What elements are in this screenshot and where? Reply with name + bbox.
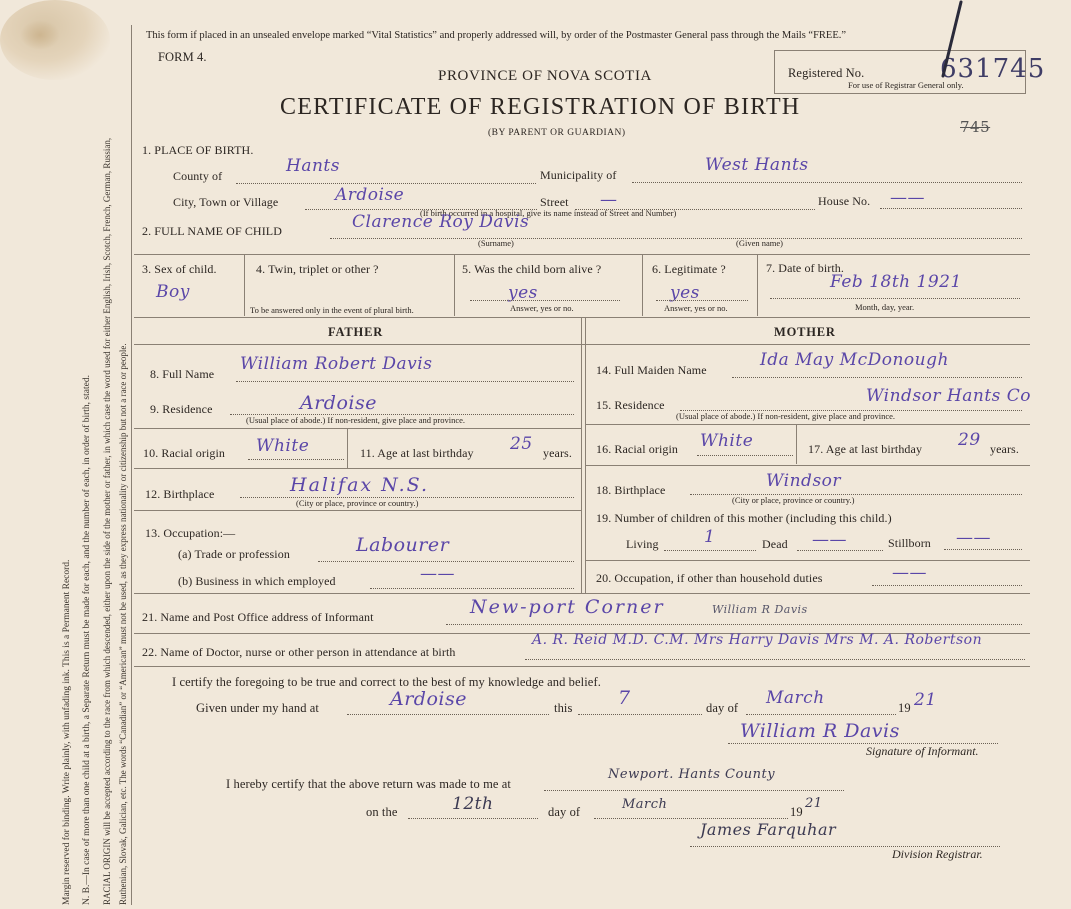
mother-birthplace-note: (City or place, province or country.) [732,495,855,505]
stillborn-label: Stillborn [888,536,931,550]
registrar-day-value: 12th [452,794,494,814]
father-birthplace-note: (City or place, province or country.) [296,498,419,508]
legitimate-label: 6. Legitimate ? [652,262,726,276]
child-name-line [330,238,1022,239]
registrar-day-line [408,818,538,819]
registered-number: 631745 [940,54,1046,84]
date-of-birth-value: Feb 18th 1921 [830,272,962,292]
registrar-signature: James Farquhar [700,820,837,839]
county-label: County of [173,169,223,183]
stillborn-line [944,549,1022,550]
father-birthplace-label: 12. Birthplace [145,487,215,501]
father-trade-line [318,561,574,562]
doctor-label: 22. Name of Doctor, nurse or other person in attendance at birth [142,645,456,659]
certification-statement: I certify the foregoing to be true and correct to the best of my knowledge and belief. [172,675,601,689]
mother-residence-note: (Usual place of abode.) If non-resident, give place and province. [676,411,896,421]
living-label: Living [626,537,659,551]
city-label: City, Town or Village [173,195,279,209]
father-age-label: 11. Age at last birthday [360,446,474,460]
sidebar-racial-origin-note: RACIAL ORIGIN will be accepted according to the race from which descended, either upon the side of the mother or father, in which case the word used for either English, Irish, Scotch, French, German, Russian, [102,137,112,905]
mother-racial-value: White [700,431,754,451]
municipality-label: Municipality of [540,168,617,182]
row-divider [134,317,1030,318]
informant-label: 21. Name and Post Office address of Informant [142,610,374,624]
mother-age-value: 29 [958,430,981,450]
registrar-day-of-label: day of [548,805,581,819]
street-value: — [600,190,618,210]
sidebar-multiple-birth-note: N. B.—In case of more than one child at a birth, a Separate Return must be made for each, and the number of each, in order of birth, stated. [82,375,92,905]
father-years: years. [543,446,572,460]
sex-value: Boy [156,282,190,302]
certificate-subtitle: (BY PARENT OR GUARDIAN) [488,128,626,138]
registrar-year-value: 21 [805,796,823,811]
father-residence-label: 9. Residence [150,402,213,416]
row-divider [585,424,1030,425]
surname-note: (Surname) [478,238,514,248]
form-number: FORM 4. [158,50,207,64]
father-trade-label: (a) Trade or profession [178,547,290,561]
dead-line [797,550,883,551]
row-divider [585,560,1030,561]
date-line [770,298,1020,299]
paper-stain [20,20,60,50]
registrar-signature-label: Division Registrar. [892,847,983,861]
legitimate-value: yes [670,283,700,303]
mother-residence-label: 15. Residence [596,398,665,412]
col-divider [347,428,348,468]
registrar-statement: I hereby certify that the above return was made to me at [226,777,511,791]
row-divider [134,666,1030,667]
given-place-value: Ardoise [390,688,467,710]
mother-racial-line [697,455,793,456]
mother-name-value: Ida May McDonough [760,350,949,370]
parents-divider [581,317,582,593]
registrar-place-line [544,790,844,791]
signature-label: Signature of Informant. [866,744,979,758]
row-divider [134,593,1030,594]
child-name-value: Clarence Roy Davis [352,212,530,232]
mother-occupation-value: —— [892,563,927,583]
doctor-line [525,659,1025,660]
father-racial-line [248,459,344,460]
father-business-label: (b) Business in which employed [178,574,336,588]
father-racial-value: White [256,436,310,456]
heading-rule [134,344,1030,345]
certificate-title: CERTIFICATE OF REGISTRATION OF BIRTH [280,94,801,120]
doctor-value: A. R. Reid M.D. C.M. Mrs Harry Davis Mrs M. A. Robertson [532,632,983,648]
place-of-birth-label: 1. PLACE OF BIRTH. [142,143,254,157]
father-age-value: 25 [510,434,533,454]
mother-heading: MOTHER [774,325,836,339]
county-line [236,183,536,184]
day-line [578,714,702,715]
house-label: House No. [818,194,871,208]
given-year-value: 21 [914,690,937,710]
province-heading: PROVINCE OF NOVA SCOTIA [438,68,652,84]
informant-value: New-port Corner [470,596,665,618]
col-divider [244,254,245,316]
margin-rule [131,25,132,905]
stillborn-value: —— [956,528,991,548]
father-heading: FATHER [328,325,384,339]
municipality-value: West Hants [705,155,809,175]
col-divider [454,254,455,316]
sidebar-binding-note: Margin reserved for binding. Write plainly, with unfading ink. This is a Permanent Record. [62,559,72,905]
twin-label: 4. Twin, triplet or other ? [256,262,379,276]
this-label: this [554,701,573,715]
mother-racial-label: 16. Racial origin [596,442,679,456]
date-of-birth-note: Month, day, year. [855,302,915,312]
registered-label: Registered No. [788,66,865,80]
given-label: Given under my hand at [196,701,320,715]
dead-label: Dead [762,537,788,551]
informant-signature: William R Davis [740,720,900,742]
pen-stroke-mark [935,0,975,80]
row-divider [134,254,1030,255]
informant-line [446,624,1022,625]
col-divider [642,254,643,316]
given-month-value: March [766,688,825,708]
house-value: —— [890,188,925,208]
row-divider [134,510,581,511]
mother-birthplace-value: Windsor [766,471,842,491]
registrar-year-prefix: 19 [790,805,803,819]
row-divider [134,468,581,469]
parents-divider [585,317,586,593]
father-birthplace-value: Halifax N.S. [290,474,429,496]
child-name-label: 2. FULL NAME OF CHILD [142,224,282,238]
mother-occupation-label: 20. Occupation, if other than household duties [596,571,823,585]
mother-name-line [732,377,1022,378]
county-value: Hants [286,156,340,176]
mother-years: years. [990,442,1019,456]
postal-notice: This form if placed in an unsealed envelope marked “Vital Statistics” and properly addressed will, by order of the Postmaster General pass through the Mails “FREE.” [146,30,847,41]
father-name-label: 8. Full Name [150,367,215,381]
father-residence-note: (Usual place of abode.) If non-resident, give place and province. [246,415,466,425]
father-residence-value: Ardoise [300,392,377,414]
row-divider [134,428,581,429]
registrar-month-line [594,818,788,819]
living-line [664,550,756,551]
dead-value: —— [812,530,847,550]
mother-name-label: 14. Full Maiden Name [596,363,707,377]
registrar-note: For use of Registrar General only. [848,80,964,90]
col-divider [796,424,797,464]
month-line [746,714,896,715]
legitimate-note: Answer, yes or no. [664,303,728,313]
sex-label: 3. Sex of child. [142,262,217,276]
father-business-line [370,588,574,589]
side-registration-number: 745 [960,118,991,136]
municipality-line [632,182,1022,183]
born-alive-note: Answer, yes or no. [510,303,574,313]
given-name-note: (Given name) [736,238,783,248]
father-racial-label: 10. Racial origin [143,446,226,460]
hospital-note: (If birth occurred in a hospital, give its name instead of Street and Number) [420,208,677,218]
mother-age-label: 17. Age at last birthday [808,442,923,456]
day-of-label: day of [706,701,739,715]
father-occupation-label: 13. Occupation:— [145,526,236,540]
registrar-place-value: Newport. Hants County [608,767,776,782]
mother-residence-value: Windsor Hants Co [866,386,1032,406]
children-count-label: 19. Number of children of this mother (including this child.) [596,511,892,525]
given-day-value: 7 [618,687,631,709]
alive-line [470,300,620,301]
living-value: 1 [704,527,716,547]
father-trade-value: Labourer [356,534,450,556]
father-business-value: —— [420,564,455,584]
on-the-label: on the [366,805,398,819]
legit-line [656,300,748,301]
father-name-value: William Robert Davis [240,354,433,374]
street-label: Street [540,195,569,209]
twin-note: To be answered only in the event of plural birth. [250,305,414,315]
year-prefix: 19 [898,701,911,715]
informant-signature-small: William R Davis [712,603,808,616]
row-divider [585,465,1030,466]
house-line [880,208,1022,209]
sidebar-nationality-note: Ruthenian, Slovak, Galician, etc. The words “Canadian” or “American” must not be used, as they express nationality or citizenship but not a race or people. [118,343,128,905]
mother-birthplace-label: 18. Birthplace [596,483,666,497]
mother-occupation-line [872,585,1022,586]
father-name-line [236,381,574,382]
city-value: Ardoise [335,185,405,205]
born-alive-label: 5. Was the child born alive ? [462,262,602,276]
given-place-line [347,714,549,715]
date-of-birth-label: 7. Date of birth. [766,261,845,275]
registrar-month-value: March [622,797,668,812]
col-divider [757,254,758,316]
born-alive-value: yes [508,283,538,303]
